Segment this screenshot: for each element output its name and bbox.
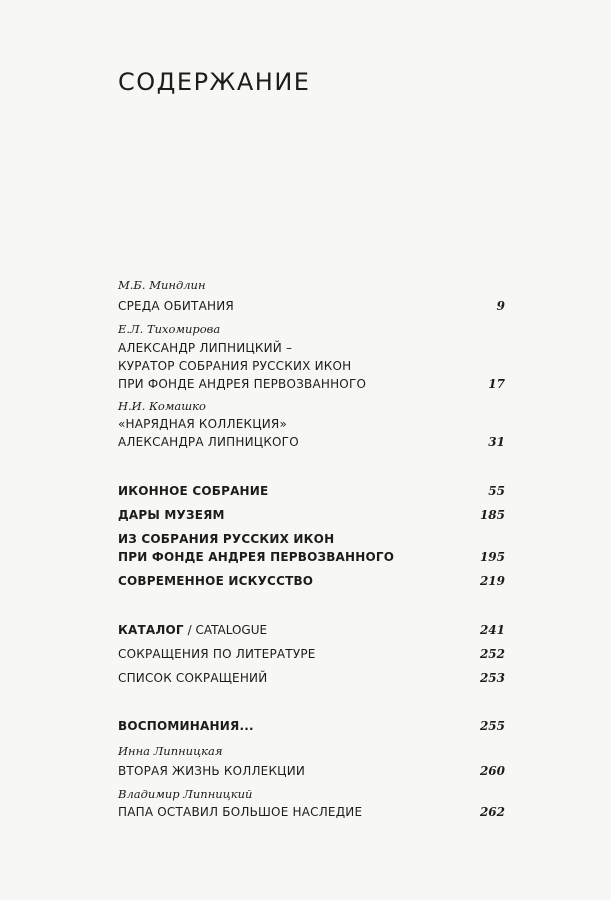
catalogue-label-latin: / CATALOGUE <box>183 623 268 637</box>
catalogue-item: СОКРАЩЕНИЯ ПО ЛИТЕРАТУРЕ <box>118 647 316 661</box>
page-number: 195 <box>479 550 505 564</box>
essay-author: М.Б. Миндлин <box>118 278 206 292</box>
catalogue-label: КАТАЛОГ <box>118 623 184 637</box>
essay-title: «НАРЯДНАЯ КОЛЛЕКЦИЯ» <box>118 417 287 431</box>
page-number: 255 <box>479 719 505 733</box>
section-title: ИКОННОЕ СОБРАНИЕ <box>118 484 269 498</box>
essay-title: АЛЕКСАНДР ЛИПНИЦКИЙ – <box>118 341 293 355</box>
essay-author: Н.И. Комашко <box>118 399 206 413</box>
page-number: 185 <box>479 508 505 522</box>
memoir-title: ПАПА ОСТАВИЛ БОЛЬШОЕ НАСЛЕДИЕ <box>118 805 363 819</box>
page-number: 253 <box>479 671 505 685</box>
page-number: 219 <box>479 574 505 588</box>
memoir-author: Инна Липницкая <box>118 744 223 758</box>
memoir-title: ВТОРАЯ ЖИЗНЬ КОЛЛЕКЦИИ <box>118 764 306 778</box>
section-title: ПРИ ФОНДЕ АНДРЕЯ ПЕРВОЗВАННОГО <box>118 550 395 564</box>
page-number: 262 <box>479 805 505 819</box>
catalogue-item: СПИСОК СОКРАЩЕНИЙ <box>118 671 268 685</box>
section-title: ДАРЫ МУЗЕЯМ <box>118 508 225 522</box>
section-title: ИЗ СОБРАНИЯ РУССКИХ ИКОН <box>118 532 335 546</box>
essay-author: Е.Л. Тихомирова <box>118 322 221 336</box>
page-number: 252 <box>479 647 505 661</box>
essay-title: СРЕДА ОБИТАНИЯ <box>118 299 234 313</box>
page-number: 31 <box>488 435 505 449</box>
page-number: 55 <box>488 484 505 498</box>
page-number: 17 <box>488 377 505 391</box>
catalogue-heading <box>118 622 267 638</box>
memoir-author: Владимир Липницкий <box>118 787 253 801</box>
essay-title: ПРИ ФОНДЕ АНДРЕЯ ПЕРВОЗВАННОГО <box>118 377 367 391</box>
essay-title: АЛЕКСАНДРА ЛИПНИЦКОГО <box>118 435 299 449</box>
section-title: СОВРЕМЕННОЕ ИСКУССТВО <box>118 574 314 588</box>
page-number: 241 <box>479 623 505 637</box>
essay-title: КУРАТОР СОБРАНИЯ РУССКИХ ИКОН <box>118 359 352 373</box>
memoirs-heading: ВОСПОМИНАНИЯ... <box>118 719 254 733</box>
page-number: 9 <box>496 299 505 313</box>
page-number: 260 <box>479 764 505 778</box>
page-title: СОДЕРЖАНИЕ <box>118 68 311 97</box>
